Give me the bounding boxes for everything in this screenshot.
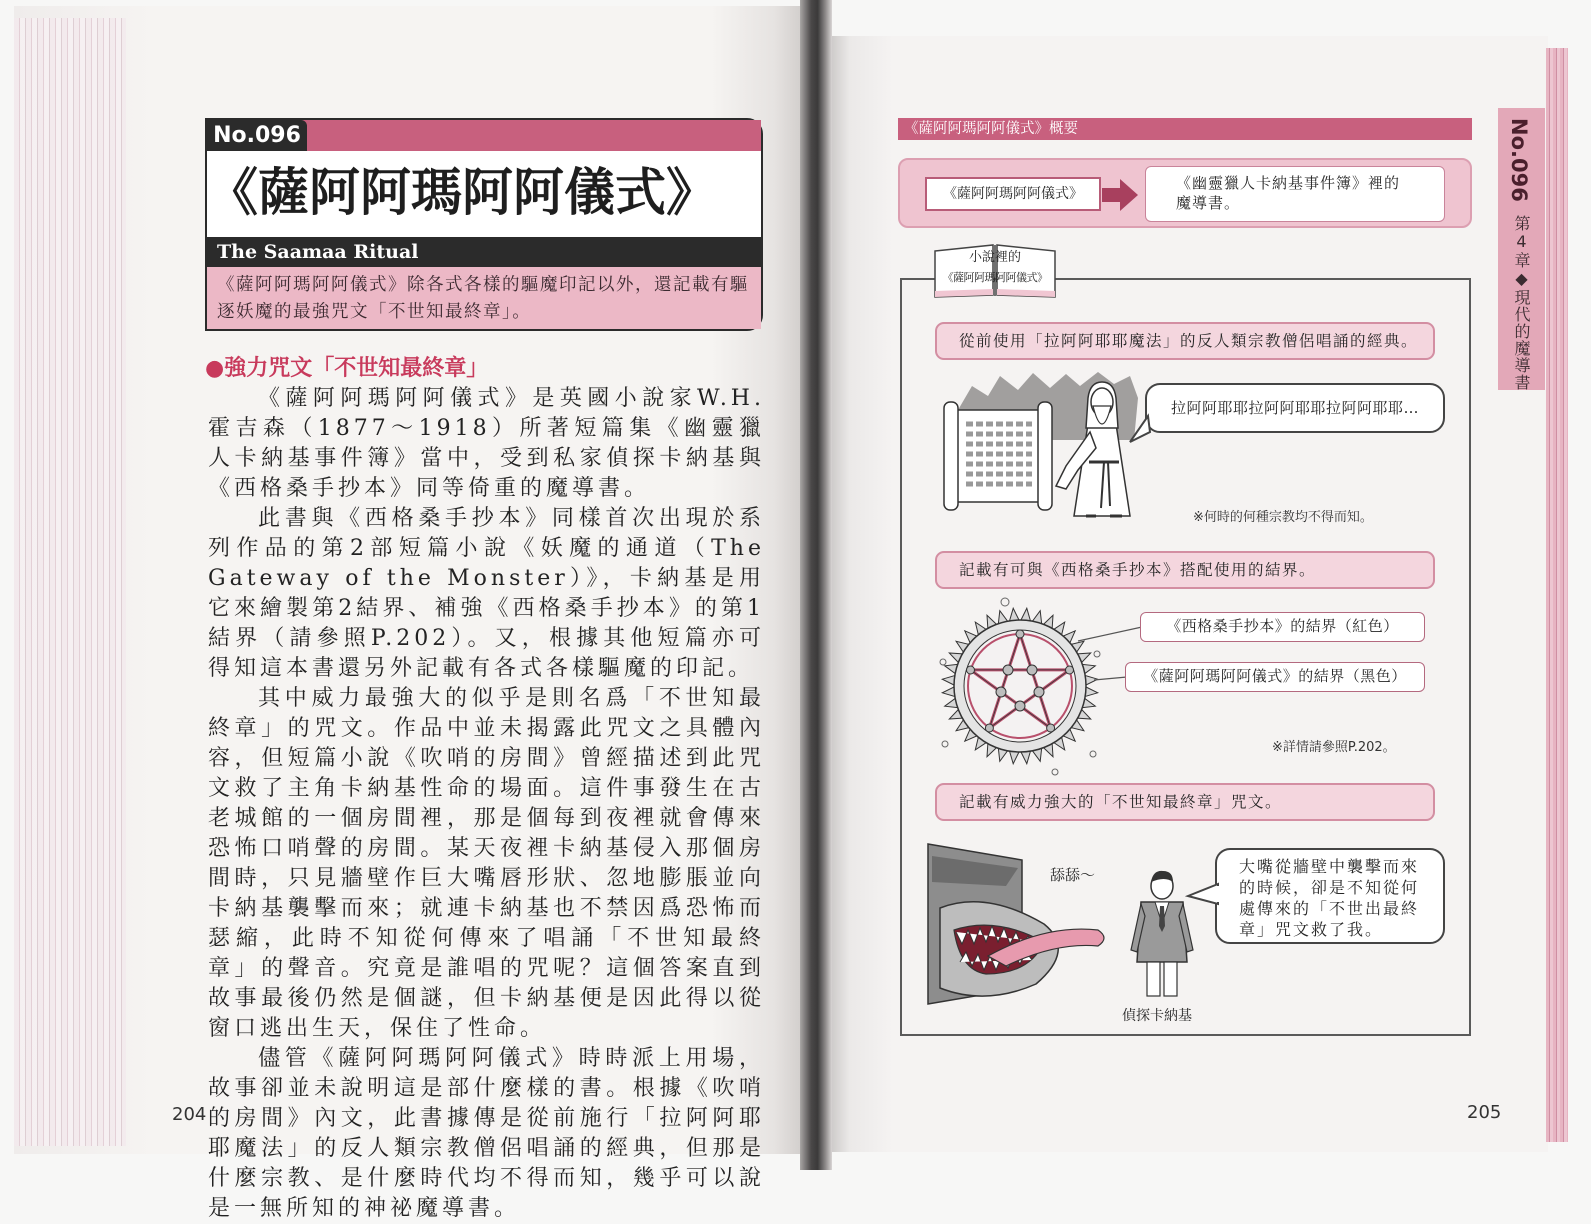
speech-pointer <box>1128 412 1158 446</box>
body-paragraph: 其中威力最強大的似乎是則名爲「不世知最終章」的咒文。作品中並未揭露此咒文之具體內容，但短篇小說《吹哨的房間》曾經描述到此咒文救了主角卡納基性命的場面。這件事發生在古老城館的一個房間裡，那是個每到夜裡就會傳來恐怖口哨聲的房間。某天夜裡卡納基侵入那個房間時，只見牆壁作巨大嘴唇形狀、忽地膨脹並向卡納基襲擊而來；就連卡納基也不禁因爲恐怖而瑟縮，此時不知從何傳來了唱誦「不世知最終章」的聲音。究竟是誰唱的咒呢？這個答案直到故事最後仍然是個謎，但卡納基便是因此得以從窗口逃出生天，保住了性命。 <box>208 686 765 1041</box>
entry-number-tag: No.096 <box>207 120 307 151</box>
label-red-barrier: 《西格桑手抄本》的結界（紅色） <box>1140 612 1425 642</box>
note-see-page: ※詳情請參照P.202。 <box>1272 740 1396 755</box>
entry-summary: 《薩阿阿瑪阿阿儀式》除各式各樣的驅魔印記以外，還記載有驅逐妖魔的最強咒文「不世知最終章」。 <box>207 267 761 329</box>
section-heading: ●強力咒文「不世知最終章」 <box>205 356 489 381</box>
book-tab-label-line2: 《薩阿阿瑪阿阿儀式》 <box>942 271 1048 284</box>
book-tab-label-line1: 小說裡的 <box>968 250 1021 265</box>
entry-english-title: The Saamaa Ritual <box>207 237 761 267</box>
overview-header-bar: 《薩阿阿瑪阿阿儀式》概要 <box>898 118 1472 140</box>
body-paragraph: 此書與《西格桑手抄本》同樣首次出現於系列作品的第2部短篇小說《妖魔的通道（The Gateway of the Monster）》，卡納基是用它來繪製第2結界、補強《西格桑手抄本》的第1結界（請參照P.202）。又，根據其他短篇亦可得知這本書還另外記載有各式各樣驅魔的印記。 <box>208 506 765 681</box>
page-number-left: 204 <box>172 1104 207 1125</box>
page-number-right: 205 <box>1467 1102 1502 1123</box>
side-tab-number: No.096 <box>1507 118 1531 202</box>
sound-effect-text: 舔舔～ <box>1050 866 1096 884</box>
side-tab-chapter: 第4章◆現代的魔導書 <box>1512 215 1531 391</box>
point-box-scripture: 從前使用「拉阿阿耶耶魔法」的反人類宗教僧侶唱誦的經典。 <box>935 322 1435 360</box>
body-paragraph: 《薩阿阿瑪阿阿儀式》是英國小說家W.H.霍吉森（1877～1918）所著短篇集《幽靈獵人卡納基事件簿》當中，受到私家偵探卡納基與《西格桑手抄本》同等倚重的魔導書。 <box>208 386 765 501</box>
note-religion-unknown: ※何時的何種宗教均不得而知。 <box>1193 510 1373 525</box>
label-black-barrier: 《薩阿阿瑪阿阿儀式》的結界（黑色） <box>1125 662 1425 692</box>
speech-pointer <box>1186 880 1220 910</box>
point-box-spell: 記載有威力強大的「不世知最終章」咒文。 <box>935 783 1435 821</box>
detective-speech-bubble: 大嘴從牆壁中襲擊而來的時候，卻是不知從何處傳來的「不世出最終章」咒文救了我。 <box>1215 848 1445 944</box>
detective-caption: 偵探卡納基 <box>1122 1008 1192 1024</box>
overview-source-box: 《薩阿阿瑪阿阿儀式》 <box>925 177 1101 211</box>
point-box-barrier: 記載有可與《西格桑手抄本》搭配使用的結界。 <box>935 551 1435 589</box>
overview-target-box: 《幽靈獵人卡納基事件簿》裡的魔導書。 <box>1145 166 1445 222</box>
priest-speech-bubble: 拉阿阿耶耶拉阿阿耶耶拉阿阿耶耶… <box>1145 383 1445 433</box>
entry-title: 《薩阿阿瑪阿阿儀式》 <box>207 164 718 223</box>
body-paragraph: 儘管《薩阿阿瑪阿阿儀式》時時派上用場，故事卻並未說明這是部什麼樣的書。根據《吹哨的房間》內文，此書據傳是從前施行「拉阿阿耶耶魔法」的反人類宗教僧侶唱誦的經典，但那是什麼宗教、是什麼時代均不得而知，幾乎可以說是一無所知的神祕魔導書。 <box>208 1046 765 1221</box>
